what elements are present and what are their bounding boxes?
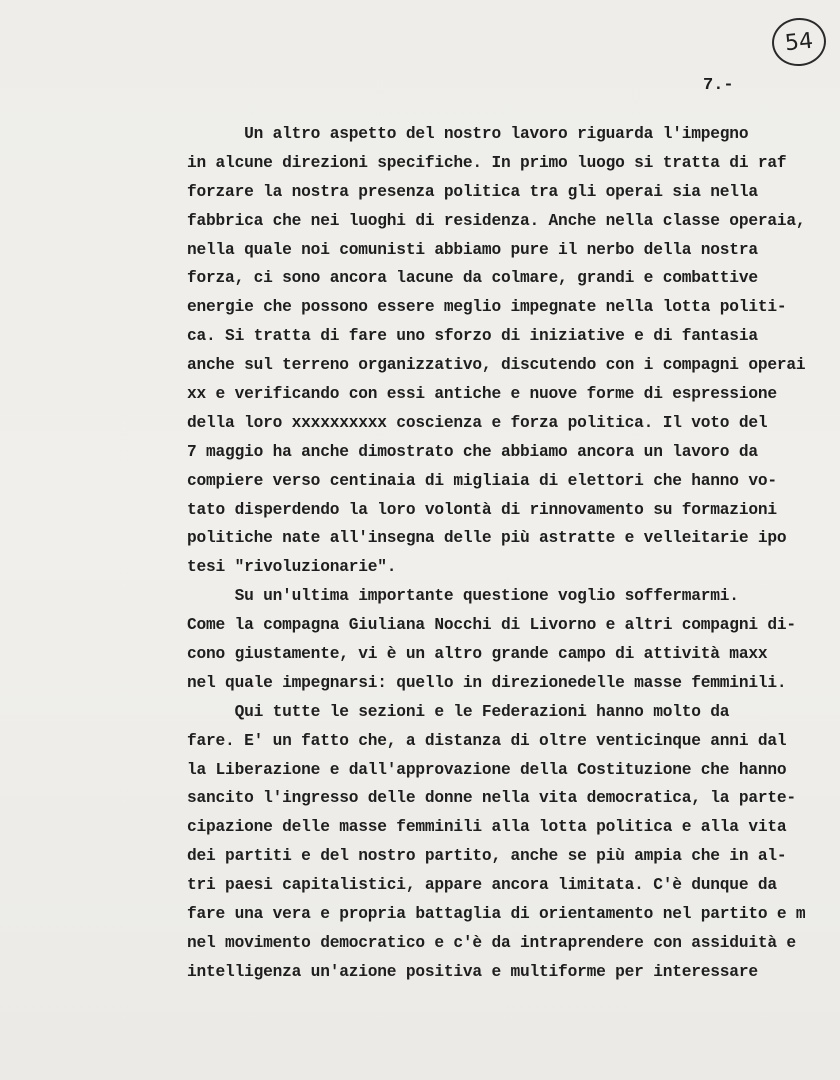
text-line: Su un'ultima importante questione voglio soffermarmi. — [187, 587, 739, 606]
text-line: tri paesi capitalistici, appare ancora limitata. C'è dunque da — [187, 876, 777, 895]
text-line: dei partiti e del nostro partito, anche se più ampia che in al- — [187, 847, 787, 866]
text-line: cono giustamente, vi è un altro grande campo di attività maxx — [187, 645, 768, 664]
text-line: nel movimento democratico e c'è da intraprendere con assiduità e — [187, 933, 796, 952]
text-line: fare una vera e propria battaglia di orientamento nel partito e m — [187, 905, 806, 924]
text-line: della loro xxxxxxxxxx coscienza e forza politica. Il voto del — [187, 413, 768, 432]
text-line: Un altro aspetto del nostro lavoro riguarda l'impegno — [187, 125, 749, 143]
text-line: in alcune direzioni specifiche. In primo luogo si tratta di raf — [187, 153, 787, 172]
document-body — [187, 120, 837, 987]
text-line: anche sul terreno organizzativo, discutendo con i compagni operai — [187, 356, 806, 375]
text-line: 7 maggio ha anche dimostrato che abbiamo ancora un lavoro da — [187, 442, 758, 461]
text-line: politiche nate all'insegna delle più astratte e velleitarie ipo — [187, 529, 787, 548]
text-line: compiere verso centinaia di migliaia di elettori che hanno vo- — [187, 471, 777, 490]
text-line: tato disperdendo la loro volontà di rinnovamento su formazioni — [187, 500, 777, 519]
text-line: fabbrica che nei luoghi di residenza. Anche nella classe operaia, — [187, 211, 806, 230]
text-line: energie che possono essere meglio impegnate nella lotta politi- — [187, 298, 787, 317]
text-line: xx e verificando con essi antiche e nuove forme di espressione — [187, 385, 777, 404]
text-line: Qui tutte le sezioni e le Federazioni hanno molto da — [187, 702, 730, 721]
text-line: cipazione delle masse femminili alla lotta politica e alla vita — [187, 818, 787, 837]
text-line: tesi "rivoluzionarie". — [187, 558, 397, 577]
page-stamp: 54 — [770, 15, 829, 68]
text-line: forza, ci sono ancora lacune da colmare, grandi e combattive — [187, 269, 758, 288]
text-line: nel quale impegnarsi: quello in direzionedelle masse femminili. — [187, 673, 787, 692]
text-line: fare. E' un fatto che, a distanza di oltre venticinque anni dal — [187, 731, 787, 750]
text-line: forzare la nostra presenza politica tra gli operai sia nella — [187, 182, 758, 201]
text-line: ca. Si tratta di fare uno sforzo di iniziative e di fantasia — [187, 327, 758, 346]
text-line: Come la compagna Giuliana Nocchi di Livorno e altri compagni di- — [187, 616, 796, 635]
text-line: intelligenza un'azione positiva e multiforme per interessare — [187, 962, 758, 981]
text-line: la Liberazione e dall'approvazione della Costituzione che hanno — [187, 760, 787, 779]
page-number: 7.- — [703, 76, 734, 95]
text-line: nella quale noi comunisti abbiamo pure il nerbo della nostra — [187, 240, 758, 259]
text-line: sancito l'ingresso delle donne nella vita democratica, la parte- — [187, 789, 796, 808]
